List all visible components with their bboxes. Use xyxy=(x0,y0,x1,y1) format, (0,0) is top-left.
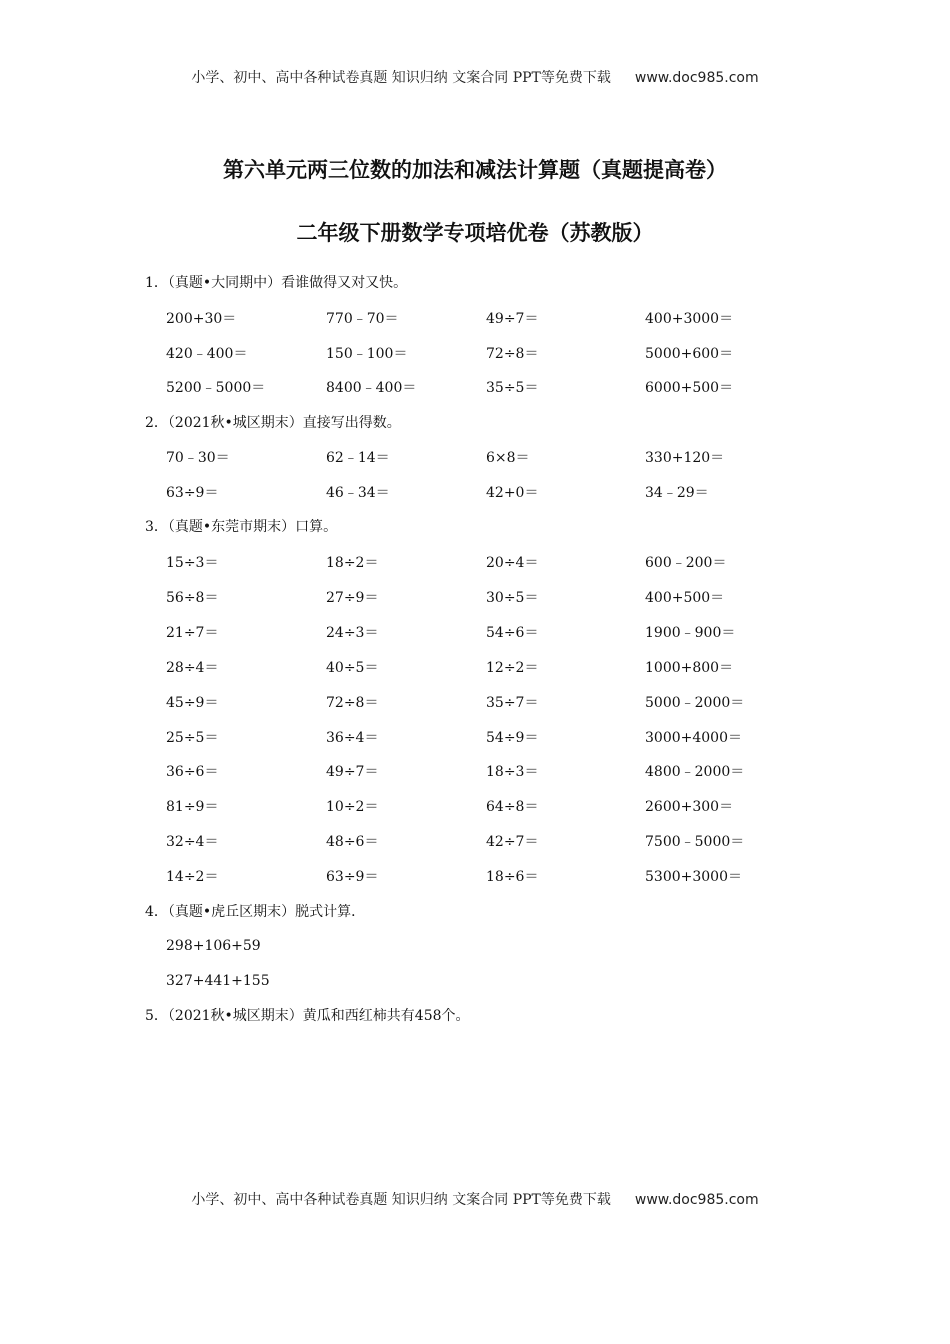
question-3-prompt: 3．（真题•东莞市期末）口算。 xyxy=(145,519,338,535)
calc-item: 36÷4＝ xyxy=(326,730,379,746)
q3-row xyxy=(166,832,806,852)
calc-item: 5000﹣2000＝ xyxy=(645,695,745,711)
q2-row xyxy=(166,483,806,503)
question-4-prompt: 4．（真题•虎丘区期末）脱式计算． xyxy=(145,904,366,920)
calc-item: 150﹣100＝ xyxy=(326,346,408,362)
calc-item: 28÷4＝ xyxy=(166,660,219,676)
expression-item: 327+441+155 xyxy=(166,973,270,989)
calc-item: 5200﹣5000＝ xyxy=(166,380,266,396)
header-site-link[interactable]: www.doc985.com xyxy=(634,70,759,86)
calc-item: 54÷6＝ xyxy=(486,625,539,641)
calc-item: 36÷6＝ xyxy=(166,764,219,780)
calc-item: 770﹣70＝ xyxy=(326,311,399,327)
running-footer xyxy=(0,1190,950,1210)
calc-item: 420﹣400＝ xyxy=(166,346,248,362)
calc-item: 5000+600＝ xyxy=(645,346,734,362)
calc-item: 6000+500＝ xyxy=(645,380,734,396)
calc-item: 18÷6＝ xyxy=(486,869,539,885)
q2-row xyxy=(166,448,806,468)
q3-row xyxy=(166,867,806,887)
calc-item: 400+3000＝ xyxy=(645,311,734,327)
calc-item: 45÷9＝ xyxy=(166,695,219,711)
calc-item: 5300+3000＝ xyxy=(645,869,742,885)
calc-item: 63÷9＝ xyxy=(166,485,219,501)
calc-item: 8400﹣400＝ xyxy=(326,380,417,396)
q3-row xyxy=(166,658,806,678)
calc-item: 12÷2＝ xyxy=(486,660,539,676)
header-text: 小学、初中、高中各种试卷真题 知识归纳 文案合同 PPT等免费下载 xyxy=(191,70,611,86)
question-1-prompt: 1．（真题•大同期中）看谁做得又对又快。 xyxy=(145,275,408,291)
footer-text: 小学、初中、高中各种试卷真题 知识归纳 文案合同 PPT等免费下载 xyxy=(191,1192,611,1208)
calc-item: 1000+800＝ xyxy=(645,660,734,676)
q1-row xyxy=(166,344,806,364)
running-header xyxy=(0,68,950,88)
calc-item: 40÷5＝ xyxy=(326,660,379,676)
calc-item: 54÷9＝ xyxy=(486,730,539,746)
calc-item: 35÷5＝ xyxy=(486,380,539,396)
calc-item: 48÷6＝ xyxy=(326,834,379,850)
calc-item: 4800﹣2000＝ xyxy=(645,764,745,780)
calc-item: 63÷9＝ xyxy=(326,869,379,885)
q3-row xyxy=(166,693,806,713)
calc-item: 21÷7＝ xyxy=(166,625,219,641)
question-5-prompt: 5．（2021秋•城区期末）黄瓜和西红柿共有458个。 xyxy=(145,1008,470,1024)
calc-item: 20÷4＝ xyxy=(486,555,539,571)
expression-item: 298+106+59 xyxy=(166,938,261,954)
calc-item: 42+0＝ xyxy=(486,485,539,501)
calc-item: 72÷8＝ xyxy=(486,346,539,362)
calc-item: 70﹣30＝ xyxy=(166,450,230,466)
calc-item: 64÷8＝ xyxy=(486,799,539,815)
calc-item: 25÷5＝ xyxy=(166,730,219,746)
calc-item: 400+500＝ xyxy=(645,590,725,606)
q1-row xyxy=(166,378,806,398)
q3-row xyxy=(166,728,806,748)
calc-item: 1900﹣900＝ xyxy=(645,625,736,641)
calc-item: 15÷3＝ xyxy=(166,555,219,571)
footer-site-link[interactable]: www.doc985.com xyxy=(634,1192,759,1208)
q1-row xyxy=(166,309,806,329)
calc-item: 18÷2＝ xyxy=(326,555,379,571)
calc-item: 27÷9＝ xyxy=(326,590,379,606)
calc-item: 35÷7＝ xyxy=(486,695,539,711)
calc-item: 62﹣14＝ xyxy=(326,450,390,466)
calc-item: 46﹣34＝ xyxy=(326,485,390,501)
calc-item: 72÷8＝ xyxy=(326,695,379,711)
calc-item: 81÷9＝ xyxy=(166,799,219,815)
q3-row xyxy=(166,623,806,643)
calc-item: 32÷4＝ xyxy=(166,834,219,850)
calc-item: 49÷7＝ xyxy=(486,311,539,327)
q3-row xyxy=(166,797,806,817)
calc-item: 200+30＝ xyxy=(166,311,237,327)
calc-item: 600﹣200＝ xyxy=(645,555,727,571)
calc-item: 56÷8＝ xyxy=(166,590,219,606)
calc-item: 42÷7＝ xyxy=(486,834,539,850)
q3-row xyxy=(166,553,806,573)
worksheet-subtitle: 二年级下册数学专项培优卷（苏教版） xyxy=(296,221,654,245)
calc-item: 49÷7＝ xyxy=(326,764,379,780)
calc-item: 24÷3＝ xyxy=(326,625,379,641)
calc-item: 6×8＝ xyxy=(486,450,530,466)
calc-item: 7500﹣5000＝ xyxy=(645,834,745,850)
worksheet-title: 第六单元两三位数的加法和减法计算题（真题提高卷） xyxy=(223,158,727,182)
q3-row xyxy=(166,588,806,608)
calc-item: 10÷2＝ xyxy=(326,799,379,815)
q3-row xyxy=(166,762,806,782)
calc-item: 30÷5＝ xyxy=(486,590,539,606)
calc-item: 18÷3＝ xyxy=(486,764,539,780)
calc-item: 2600+300＝ xyxy=(645,799,734,815)
calc-item: 3000+4000＝ xyxy=(645,730,742,746)
calc-item: 34﹣29＝ xyxy=(645,485,709,501)
calc-item: 14÷2＝ xyxy=(166,869,219,885)
question-2-prompt: 2．（2021秋•城区期末）直接写出得数。 xyxy=(145,415,401,431)
calc-item: 330+120＝ xyxy=(645,450,725,466)
